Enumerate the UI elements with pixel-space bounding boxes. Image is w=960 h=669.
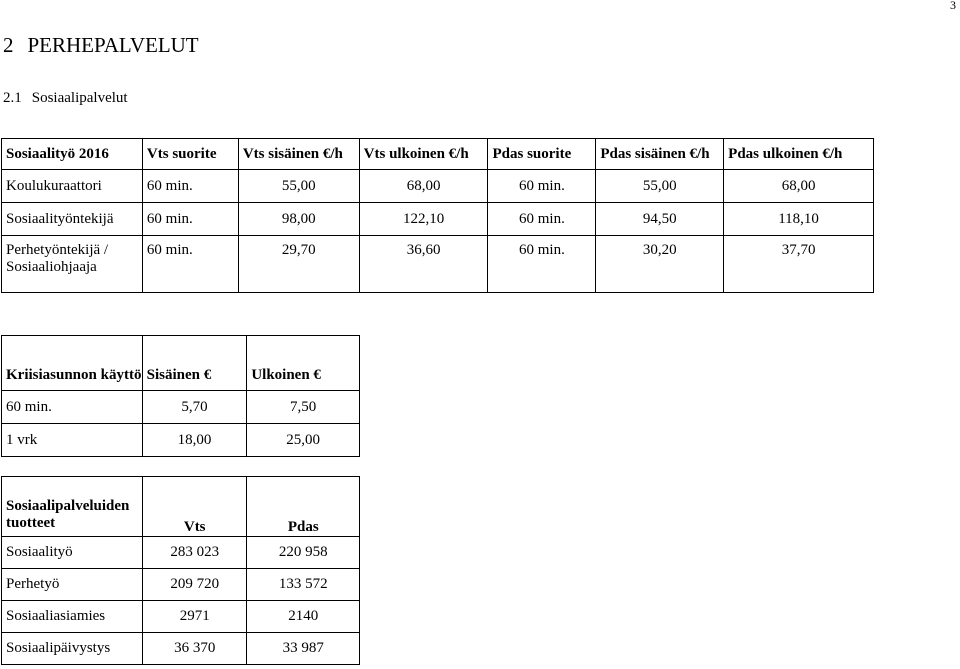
table-header: Vts sisäinen €/h: [238, 139, 359, 170]
table-cell: 55,00: [238, 170, 359, 203]
table-cell: 2971: [142, 601, 247, 633]
table-cell: 283 023: [142, 537, 247, 569]
table-cell: 2140: [247, 601, 360, 633]
page-number: 3: [950, 0, 956, 12]
table-cell: 55,00: [596, 170, 724, 203]
table-cell: 60 min.: [488, 170, 596, 203]
subsection-title: [3, 90, 128, 107]
table-cell: 220 958: [247, 537, 360, 569]
table-cell: 33 987: [247, 633, 360, 665]
table-cell: 133 572: [247, 569, 360, 601]
table-cell: 122,10: [359, 203, 488, 236]
table-row: [2, 569, 360, 601]
table-cell: 98,00: [238, 203, 359, 236]
table-header: Sosiaalityö 2016: [2, 139, 143, 170]
table-header-row: [2, 139, 874, 170]
table-cell: 118,10: [724, 203, 874, 236]
subsection-title-text: Sosiaalipalvelut: [31, 90, 128, 106]
table-row: [2, 424, 360, 457]
section-number: 2: [3, 33, 14, 57]
table-cell: 25,00: [247, 424, 360, 457]
table-header: Pdas sisäinen €/h: [596, 139, 724, 170]
page-title: [3, 33, 199, 58]
crisis-housing-table: [1, 335, 360, 457]
table-row: [2, 236, 874, 293]
table-header: Sisäinen €: [142, 336, 247, 391]
table-cell: 1 vrk: [2, 424, 143, 457]
table-header: Ulkoinen €: [247, 336, 360, 391]
table-cell: 60 min.: [488, 203, 596, 236]
table-cell: 60 min.: [142, 203, 238, 236]
table-cell: 209 720: [142, 569, 247, 601]
table-row: [2, 391, 360, 424]
table-cell: 36 370: [142, 633, 247, 665]
table-header-row: [2, 336, 360, 391]
table-row: [2, 203, 874, 236]
table-cell: 68,00: [359, 170, 488, 203]
table-header: Pdas: [247, 477, 360, 537]
table-row: [2, 601, 360, 633]
table-cell: 68,00: [724, 170, 874, 203]
table-cell: 60 min.: [2, 391, 143, 424]
table-row: [2, 170, 874, 203]
table-cell: 5,70: [142, 391, 247, 424]
table-cell: 29,70: [238, 236, 359, 293]
table-row: [2, 633, 360, 665]
social-services-products-table: [1, 476, 360, 665]
table-cell: 60 min.: [142, 236, 238, 293]
table-header: Vts suorite: [142, 139, 238, 170]
table-cell: 60 min.: [142, 170, 238, 203]
table-cell: 94,50: [596, 203, 724, 236]
table-header: Pdas suorite: [488, 139, 596, 170]
table-cell: Perhetyö: [2, 569, 143, 601]
table-cell: Sosiaalityö: [2, 537, 143, 569]
table-header-row: [2, 477, 360, 537]
table-cell: Koulukuraattori: [2, 170, 143, 203]
table-cell: 7,50: [247, 391, 360, 424]
table-cell: 60 min.: [488, 236, 596, 293]
table-header: Vts: [142, 477, 247, 537]
table-row: [2, 537, 360, 569]
table-cell: 18,00: [142, 424, 247, 457]
table-header: Pdas ulkoinen €/h: [724, 139, 874, 170]
table-cell: Sosiaalityöntekijä: [2, 203, 143, 236]
section-title: PERHEPALVELUT: [27, 33, 199, 57]
table-cell: 30,20: [596, 236, 724, 293]
social-work-price-table: [1, 138, 874, 293]
table-cell: Sosiaaliasiamies: [2, 601, 143, 633]
table-cell: 37,70: [724, 236, 874, 293]
table-header: Vts ulkoinen €/h: [359, 139, 488, 170]
table-header: Kriisiasunnon käyttö: [2, 336, 143, 391]
subsection-number: 2.1: [3, 90, 22, 106]
table-cell: Sosiaalipäivystys: [2, 633, 143, 665]
table-cell: Perhetyöntekijä / Sosiaaliohjaaja: [2, 236, 143, 293]
table-cell: 36,60: [359, 236, 488, 293]
table-header: Sosiaalipalveluiden tuotteet: [2, 477, 143, 537]
